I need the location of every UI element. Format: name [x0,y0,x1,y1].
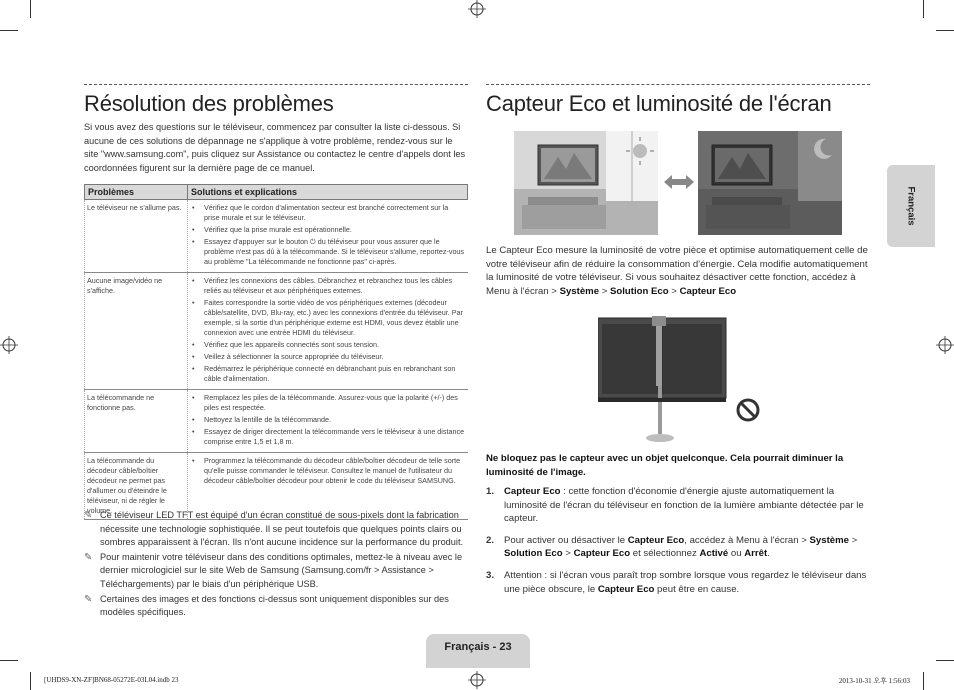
language-side-tab-label: Français [905,186,917,226]
crop-mark [923,672,924,690]
solution-item: • Vérifiez que la prise murale est opérationnelle. [204,225,466,235]
crop-mark [30,0,31,18]
option-arret: Arrêt [744,548,768,560]
step-item [486,569,870,596]
term-capteur-eco: Capteur Eco [627,534,685,546]
pencil-icon: ✎ [84,551,93,563]
crop-mark [0,30,18,31]
page-number-label: Français - 23 [444,641,512,653]
menu-separator: > [562,548,574,560]
problem-cell: Aucune image/vidéo ne s'affiche. [85,273,188,390]
solution-item: • Veillez à sélectionner la source appropriée du téléviseur. [204,352,466,362]
registration-mark-icon [936,336,954,354]
notes-list [84,509,468,620]
pencil-icon: ✎ [84,510,93,521]
print-info-left: [UHDS9-XN-ZF]BN68-05272E-03L04.indb 23 [44,676,179,684]
step-text: Attention : si l'écran vous paraît trop sombre lorsque vous regardez le téléviseur dans une pièce obscure, le [504,569,867,595]
registration-mark-icon [468,671,486,689]
note-text: Pour maintenir votre téléviseur dans des conditions optimales, mettez-le à niveau avec le dernier micrologiciel sur le site Web de Samsung (Samsung.com/fr > Assistance > Téléchargements) par le biais d'un périphérique USB. [100,551,463,589]
solution-item: • Faites correspondre la sortie vidéo de vos périphériques externes (décodeur câble/satellite, DVD, Blu-ray, etc.) avec les connexions d'entrée du téléviseur. Par exemple, si la sortie d'un périphérique externe est HDMI, vous devez établir une connexion avec une entrée HDMI du téléviseur. [204,298,466,338]
left-section-title: Résolution des problèmes [84,91,334,116]
dark-room-illustration [698,131,842,235]
solutions-cell [188,273,468,390]
solution-item: • Nettoyez la lentille de la télécommande. [204,415,466,425]
menu-path-systeme: Système [559,285,600,297]
troubleshooting-table [84,184,468,520]
solution-item: • Remplacez les piles de la télécommande. Assurez-vous que la polarité (+/-) des piles est respectée. [204,393,466,413]
intro-paragraph: Si vous avez des questions sur le téléviseur, commencez par consulter la liste ci-dessous. Si aucune de ces solutions de dépannage ne s'applique à votre problème, rendez-vous sur le site "www.samsung.com", puis cliquez sur Assistance ou contactez le centre d'appels dont les coordonnées figurent sur la dernière page de ce manuel. [84,122,466,173]
solution-item: • Essayez d'appuyer sur le bouton ⏻ du téléviseur pour vous assurer que le problème n'est pas dû à la télécommande. Si le téléviseur s'allume, reportez-vous au problème "La télécommande ne fonctionne pas" ci-après. [204,237,466,267]
menu-path-systeme: Système [809,534,849,546]
step-item [486,485,870,526]
registration-mark-icon [468,0,486,18]
problem-cell: La télécommande du décodeur câble/boîtier décodeur ne permet pas d'allumer ou d'éteindre le téléviseur, ni de régler le volume. [85,453,188,520]
problem-cell: Le téléviseur ne s'allume pas. [85,200,188,273]
step-text: : cette fonction d'économie d'énergie ajuste automatiquement la luminosité de l'écran du téléviseur en fonction de la lumière ambiante détectée par le capteur. [504,486,864,525]
menu-path-solution-eco: Solution Eco [609,285,669,297]
option-active: Activé [699,548,729,560]
menu-separator: > [601,285,608,297]
crop-mark [30,672,31,690]
right-section-title: Capteur Eco et luminosité de l'écran [486,91,832,116]
problem-cell: La télécommande ne fonctionne pas. [85,390,188,453]
solution-item: • Essayez de diriger directement la télécommande vers le téléviseur à une distance comprise entre 1,5 et 1,8 m. [204,427,466,447]
table-row [85,200,468,273]
section-divider [486,84,870,85]
step-number: 1. [486,486,495,497]
language-side-tab [887,165,935,247]
step-text: ou [728,548,745,560]
table-header-row [85,185,468,200]
eco-sensor-paragraph [486,244,870,298]
double-arrow-icon [664,174,694,190]
menu-path-capteur-eco: Capteur Eco [679,285,737,297]
note-item [84,593,468,620]
tv-sensor-blocked-illustration [598,316,768,446]
page-number-tab [426,634,530,668]
crop-mark [0,660,18,661]
steps-list [486,485,870,604]
solution-item: • Vérifiez que le cordon d'alimentation secteur est branché correctement sur la prise murale et sur le téléviseur. [204,203,466,223]
crop-mark [936,30,954,31]
menu-path-capteur-eco: Capteur Eco [573,548,631,560]
table-row [85,390,468,453]
step-item [486,534,870,561]
note-item [84,551,468,592]
solution-item: • Redémarrez le périphérique connecté en débranchant puis en rebranchant son câble d'alimentation. [204,364,466,384]
menu-separator: > [849,534,858,546]
paragraph-text: Le Capteur Eco mesure la luminosité de votre pièce et optimise automatiquement celle de votre téléviseur afin de réduire la consommation d'énergie. Cela modifie automatiquement la luminosité de votre téléviseur. Si vous souhaitez désactiver cette fonction, accédez à Menu à l'écran > [486,245,868,297]
menu-path-solution-eco: Solution Eco [504,548,563,560]
step-text: peut être en cause. [654,583,740,595]
term-capteur-eco: Capteur Eco [504,486,561,497]
solutions-cell [188,390,468,453]
solution-item: • Programmez la télécommande du décodeur câble/boîtier décodeur de telle sorte qu'elle puisse commander le téléviseur. Consultez le manuel de l'utilisateur du décodeur câble/boîtier décodeur pour obtenir le code du téléviseur SAMSUNG. [204,456,466,486]
crop-mark [936,660,954,661]
registration-mark-icon [0,336,18,354]
menu-separator: > [671,285,677,297]
note-text: Ce téléviseur LED TFT est équipé d'un écran constitué de sous-pixels dont la fabrication nécessite une technologie sophistiquée. Il se peut toutefois que quelques points clairs ou sombres apparaissent à l'écran. Ils n'ont aucune incidence sur la performance du produit. [100,510,464,548]
sensor-warning: Ne bloquez pas le capteur avec un objet quelconque. Cela pourrait diminuer la luminosité de l'image. [486,453,844,478]
crop-mark [923,0,924,18]
pencil-icon: ✎ [84,593,93,605]
step-number: 3. [486,569,495,581]
step-text: et sélectionnez [630,548,700,560]
col-header-problems: Problèmes [85,185,188,200]
step-number: 2. [486,534,495,546]
print-info-right: 2013-10-31 오후 1:56:03 [838,677,910,685]
note-item [84,509,468,550]
note-text: Certaines des images et des fonctions ci-dessus sont uniquement disponibles sur des modèles spécifiques. [100,593,449,618]
table-row [85,273,468,390]
bright-room-illustration [514,131,658,235]
solution-item: • Vérifiez que les appareils connectés sont sous tension. [204,340,466,350]
solutions-cell [188,200,468,273]
col-header-solutions: Solutions et explications [188,185,468,200]
solution-item: • Vérifiez les connexions des câbles. Débranchez et rebranchez tous les câbles reliés au téléviseur et aux périphériques externes. [204,276,466,296]
section-divider [84,84,468,85]
step-text: . [767,548,770,560]
step-text: , accédez à Menu à l'écran > [684,534,810,546]
step-text: Pour activer ou désactiver le [504,534,628,546]
term-capteur-eco: Capteur Eco [597,583,655,595]
